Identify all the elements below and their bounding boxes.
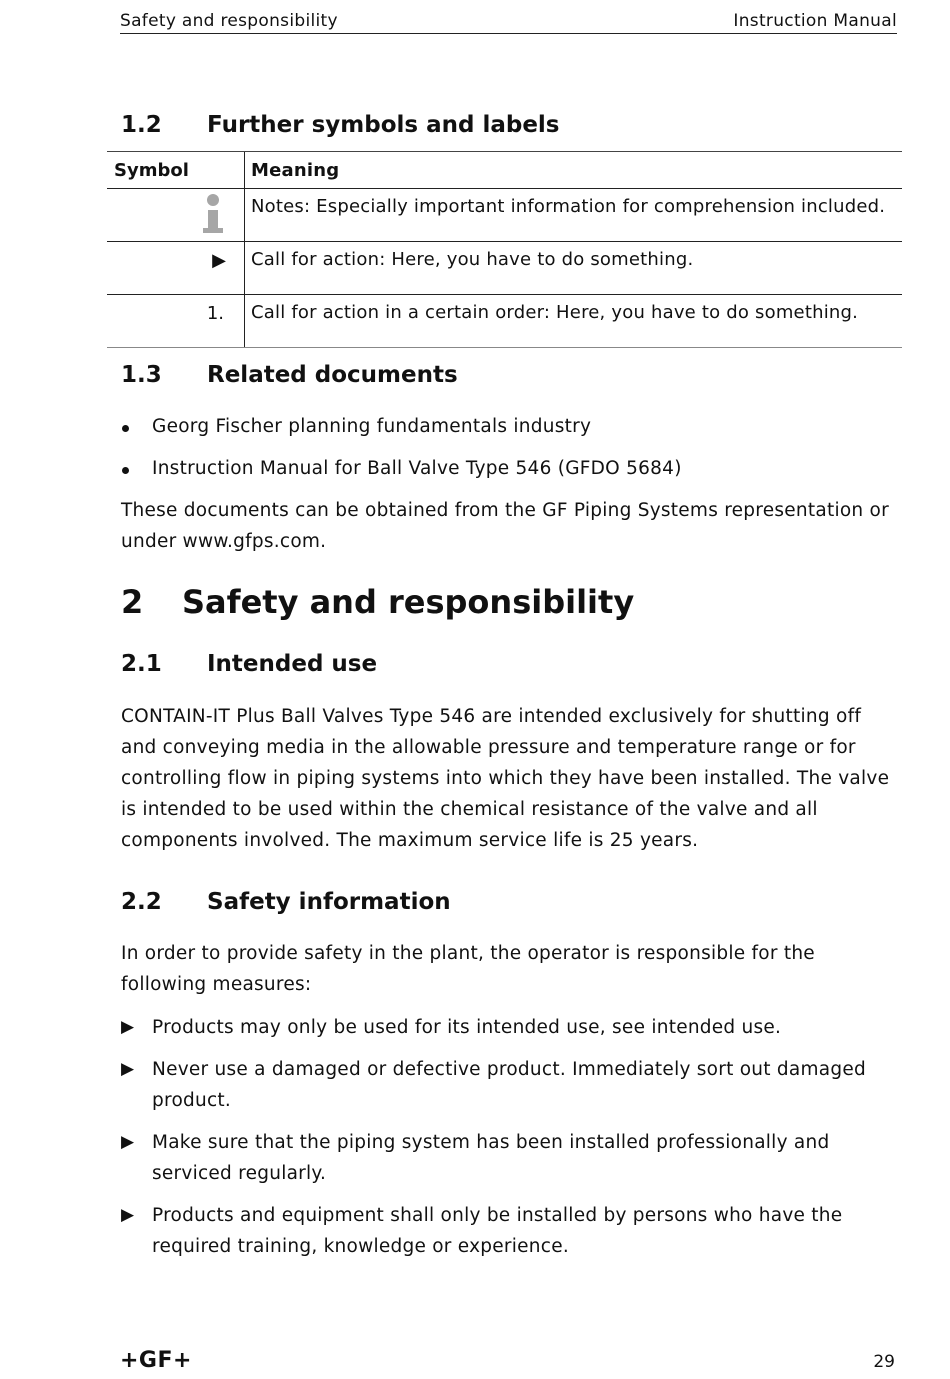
document-reference: Georg Fischer planning fundamentals industry <box>152 416 592 437</box>
action-arrow-icon: ▶ <box>121 1017 135 1037</box>
section-title: Safety information <box>207 889 451 915</box>
symbols-table <box>107 151 902 348</box>
section-title: Further symbols and labels <box>207 112 560 138</box>
action-arrow-icon: ▶ <box>121 1059 135 1079</box>
document-reference: Instruction Manual for Ball Valve Type 546 (GFDO 5684) <box>152 458 682 479</box>
safety-measure: Make sure that the piping system has been installed professionally and serviced regularly. <box>152 1132 830 1184</box>
safety-measure: Products and equipment shall only be installed by persons who have the required training, knowledge or experience. <box>152 1205 843 1257</box>
header-document-title: Instruction Manual <box>733 11 897 31</box>
safety-intro-paragraph: In order to provide safety in the plant, the operator is responsible for the following measures: <box>121 943 815 995</box>
action-arrow-icon: ▶ <box>121 1205 135 1225</box>
related-documents-note: These documents can be obtained from the GF Piping Systems representation or under www.gfps.com. <box>121 500 889 552</box>
safety-measure: Products may only be used for its intended use, see intended use. <box>152 1017 782 1038</box>
bullet-icon <box>121 411 129 442</box>
action-arrow-icon: ▶ <box>212 250 226 271</box>
section-number: 1.3 <box>121 362 162 388</box>
gf-logo: +GF+ <box>120 1348 192 1373</box>
chapter-title: Safety and responsibility <box>182 583 635 621</box>
column-header-meaning: Meaning <box>251 160 340 181</box>
section-title: Intended use <box>207 651 378 677</box>
table-row <box>107 242 902 295</box>
table-row <box>107 295 902 348</box>
running-header <box>120 9 897 34</box>
chapter-number: 2 <box>121 583 144 621</box>
table-row <box>107 189 902 242</box>
intended-use-paragraph: CONTAIN-IT Plus Ball Valves Type 546 are intended exclusively for shutting off and conveying media in the allowable pressure and temperature range or for controlling flow in piping systems into which they have been installed. The valve is intended to be used within the chemical resistance of the valve and all components involved. The maximum service life is 25 years. <box>121 706 890 851</box>
header-chapter-title: Safety and responsibility <box>120 11 338 31</box>
section-number: 1.2 <box>121 112 162 138</box>
column-header-symbol: Symbol <box>114 160 189 181</box>
meaning-text: Notes: Especially important information for comprehension included. <box>251 196 886 217</box>
info-icon <box>201 194 225 234</box>
action-arrow-icon: ▶ <box>121 1132 135 1152</box>
bullet-icon <box>121 453 129 484</box>
section-title: Related documents <box>207 362 458 388</box>
section-number: 2.1 <box>121 651 162 677</box>
safety-measure: Never use a damaged or defective product. Immediately sort out damaged product. <box>152 1059 866 1111</box>
table-header-row <box>107 152 902 189</box>
meaning-text: Call for action: Here, you have to do something. <box>251 249 694 270</box>
page-number: 29 <box>873 1352 895 1372</box>
meaning-text: Call for action in a certain order: Here, you have to do something. <box>251 302 859 323</box>
section-number: 2.2 <box>121 889 162 915</box>
ordered-step-symbol: 1. <box>206 303 224 324</box>
